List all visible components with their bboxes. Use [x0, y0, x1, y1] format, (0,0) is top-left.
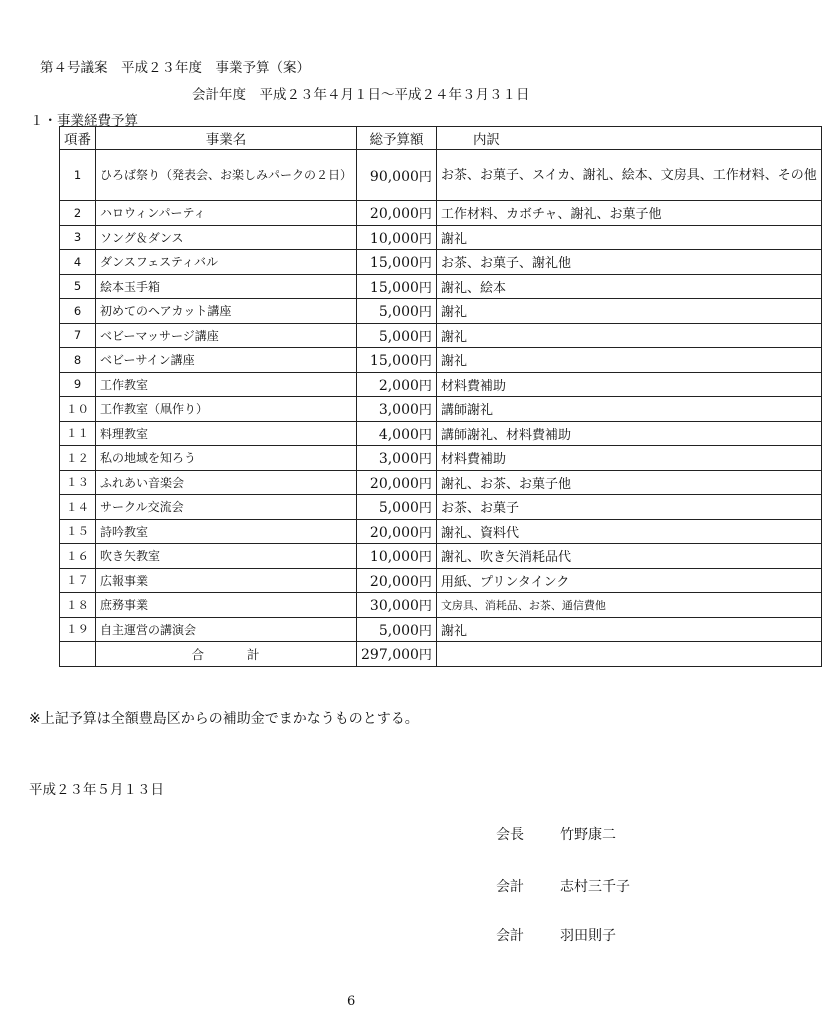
- row-number: 6: [60, 299, 96, 324]
- project-name: 自主運営の講演会: [96, 617, 357, 642]
- budget-detail: 講師謝礼: [436, 397, 821, 422]
- table-row: [60, 568, 822, 593]
- table-row: [60, 397, 822, 422]
- row-number: 4: [60, 250, 96, 275]
- signature-name: 志村三千子: [560, 879, 630, 895]
- budget-amount: 5,000円: [357, 495, 437, 520]
- signature-role: 会計: [496, 879, 524, 895]
- project-name: 詩吟教室: [96, 519, 357, 544]
- budget-amount: 2,000円: [357, 372, 437, 397]
- row-number: 1: [60, 150, 96, 201]
- row-number: 9: [60, 372, 96, 397]
- budget-amount: 5,000円: [357, 323, 437, 348]
- budget-detail: お茶、お菓子: [436, 495, 821, 520]
- signature-role: 会長: [496, 827, 524, 843]
- budget-detail: 講師謝礼、材料費補助: [436, 421, 821, 446]
- budget-amount: 4,000円: [357, 421, 437, 446]
- table-row: [60, 274, 822, 299]
- row-number: １４: [60, 495, 96, 520]
- section-heading: １・事業経費予算: [30, 113, 138, 129]
- row-number: １１: [60, 421, 96, 446]
- fiscal-period: 会計年度 平成２３年４月１日～平成２４年３月３１日: [192, 87, 530, 103]
- project-name: ベビーマッサージ講座: [96, 323, 357, 348]
- table-row: [60, 323, 822, 348]
- budget-detail: 用紙、プリンタインク: [436, 568, 821, 593]
- budget-detail: 工作材料、カボチャ、謝礼、お菓子他: [436, 201, 821, 226]
- row-number: １８: [60, 593, 96, 618]
- project-name: 吹き矢教室: [96, 544, 357, 569]
- total-amount: 297,000円: [357, 642, 437, 667]
- budget-detail: 謝礼: [436, 323, 821, 348]
- budget-amount: 20,000円: [357, 568, 437, 593]
- budget-detail: お茶、お菓子、謝礼他: [436, 250, 821, 275]
- total-label: 合 計: [96, 642, 357, 667]
- signature-president: [496, 824, 616, 844]
- budget-detail: 文房具、消耗品、お茶、通信費他: [436, 593, 821, 618]
- signature-name: 羽田則子: [560, 928, 616, 944]
- table-row: [60, 470, 822, 495]
- budget-detail: 謝礼、絵本: [436, 274, 821, 299]
- project-name: ハロウィンパーティ: [96, 201, 357, 226]
- budget-amount: 3,000円: [357, 397, 437, 422]
- row-number: 8: [60, 348, 96, 373]
- project-name: 絵本玉手箱: [96, 274, 357, 299]
- budget-amount: 10,000円: [357, 544, 437, 569]
- project-name: 工作教室: [96, 372, 357, 397]
- column-header-no: 項番: [60, 127, 96, 150]
- budget-detail: 謝礼: [436, 348, 821, 373]
- budget-amount: 20,000円: [357, 470, 437, 495]
- table-row: [60, 495, 822, 520]
- signature-treasurer-1: [496, 876, 630, 896]
- table-row: [60, 250, 822, 275]
- project-name: 料理教室: [96, 421, 357, 446]
- table-row: [60, 348, 822, 373]
- column-header-detail: 内訳: [436, 127, 821, 150]
- table-row: [60, 593, 822, 618]
- table-row: [60, 299, 822, 324]
- project-name: ダンスフェスティバル: [96, 250, 357, 275]
- row-number: 5: [60, 274, 96, 299]
- column-header-name: 事業名: [96, 127, 357, 150]
- budget-detail: 謝礼: [436, 617, 821, 642]
- project-name: 広報事業: [96, 568, 357, 593]
- row-number: 7: [60, 323, 96, 348]
- budget-amount: 30,000円: [357, 593, 437, 618]
- budget-amount: 15,000円: [357, 348, 437, 373]
- budget-amount: 20,000円: [357, 201, 437, 226]
- project-name: 私の地域を知ろう: [96, 446, 357, 471]
- table-header-row: [60, 127, 822, 150]
- budget-amount: 5,000円: [357, 299, 437, 324]
- budget-detail: 謝礼、資料代: [436, 519, 821, 544]
- project-name: ひろば祭り（発表会、お楽しみパークの２日）: [96, 150, 357, 201]
- table-row: [60, 446, 822, 471]
- budget-amount: 90,000円: [357, 150, 437, 201]
- table-row: [60, 544, 822, 569]
- row-number: １０: [60, 397, 96, 422]
- budget-detail: 謝礼、吹き矢消耗品代: [436, 544, 821, 569]
- row-number: １２: [60, 446, 96, 471]
- project-name: ベビーサイン講座: [96, 348, 357, 373]
- page-number: 6: [347, 994, 356, 1009]
- budget-amount: 10,000円: [357, 225, 437, 250]
- project-name: 庶務事業: [96, 593, 357, 618]
- table-row: [60, 225, 822, 250]
- project-name: 工作教室（凧作り）: [96, 397, 357, 422]
- signature-role: 会計: [496, 928, 524, 944]
- document-date: 平成２３年５月１３日: [29, 782, 164, 798]
- project-name: サークル交流会: [96, 495, 357, 520]
- budget-amount: 15,000円: [357, 250, 437, 275]
- signature-name: 竹野康二: [560, 827, 616, 843]
- table-row: [60, 421, 822, 446]
- budget-detail: お茶、お菓子、スイカ、謝礼、絵本、文房具、工作材料、その他: [436, 150, 821, 201]
- budget-amount: 3,000円: [357, 446, 437, 471]
- table-row: [60, 150, 822, 201]
- budget-amount: 5,000円: [357, 617, 437, 642]
- row-number: １９: [60, 617, 96, 642]
- budget-amount: 15,000円: [357, 274, 437, 299]
- project-name: 初めてのヘアカット講座: [96, 299, 357, 324]
- row-number: １６: [60, 544, 96, 569]
- row-number: １７: [60, 568, 96, 593]
- table-row: [60, 372, 822, 397]
- signature-treasurer-2: [496, 925, 616, 945]
- funding-note: ※上記予算は全額豊島区からの補助金でまかなうものとする。: [29, 711, 419, 727]
- row-number: 2: [60, 201, 96, 226]
- budget-detail: 材料費補助: [436, 446, 821, 471]
- document-title: 第４号議案 平成２３年度 事業予算（案）: [40, 60, 310, 76]
- table-row: [60, 617, 822, 642]
- budget-table: [59, 126, 822, 667]
- project-name: ソング＆ダンス: [96, 225, 357, 250]
- row-number: 3: [60, 225, 96, 250]
- row-number: １５: [60, 519, 96, 544]
- project-name: ふれあい音楽会: [96, 470, 357, 495]
- budget-detail: 謝礼: [436, 225, 821, 250]
- budget-detail: 謝礼、お茶、お菓子他: [436, 470, 821, 495]
- budget-detail: 謝礼: [436, 299, 821, 324]
- row-number: １３: [60, 470, 96, 495]
- budget-detail: 材料費補助: [436, 372, 821, 397]
- column-header-amount: 総予算額: [357, 127, 437, 150]
- table-row: [60, 519, 822, 544]
- total-row: [60, 642, 822, 667]
- table-row: [60, 201, 822, 226]
- budget-amount: 20,000円: [357, 519, 437, 544]
